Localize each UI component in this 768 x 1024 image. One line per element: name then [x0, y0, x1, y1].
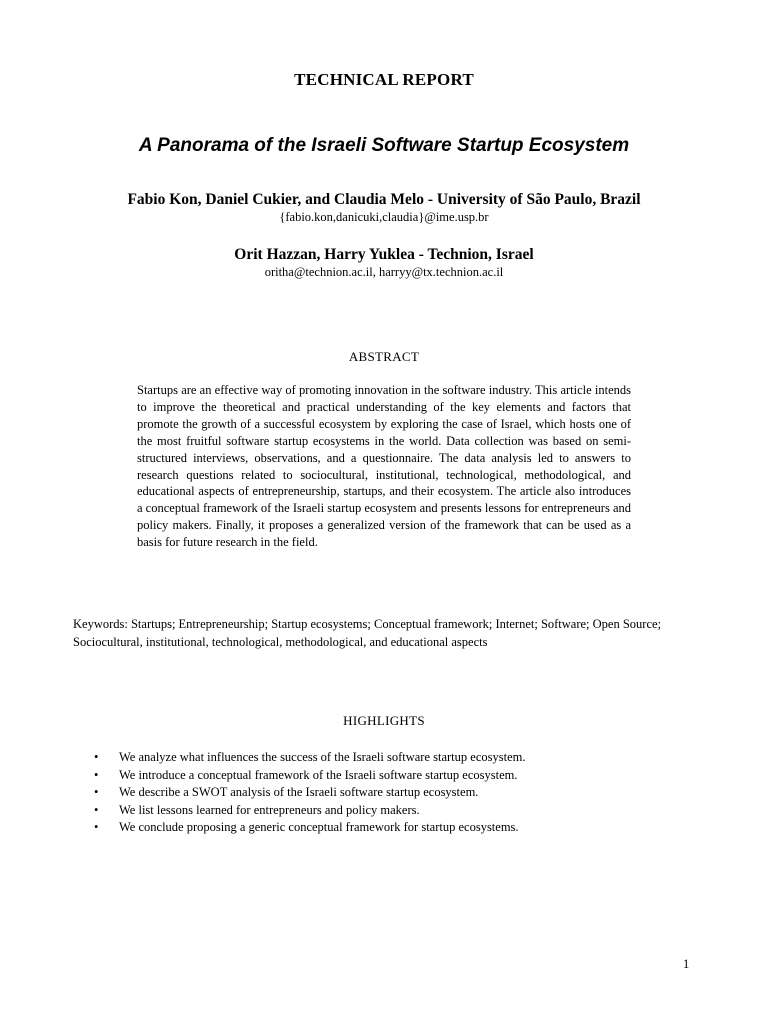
paper-title: A Panorama of the Israeli Software Startup Ecosystem	[138, 135, 630, 156]
list-item	[94, 767, 694, 785]
list-item	[94, 749, 694, 767]
bullet-icon: •	[94, 785, 99, 799]
author-emails-2: oritha@technion.ac.il, harryy@tx.technion.ac.il	[264, 265, 504, 279]
bullet-icon: •	[94, 802, 99, 817]
keywords: Keywords: Startups; Entrepreneurship; Startup ecosystems; Conceptual framework; Internet; Software; Open Source; Sociocultural, institutional, technological, methodological, and educational aspects	[73, 617, 662, 649]
bullet-icon: •	[94, 767, 99, 782]
highlight-text: We list lessons learned for entrepreneurs and policy makers.	[119, 802, 420, 817]
report-label: TECHNICAL REPORT	[294, 70, 474, 89]
highlight-text: We introduce a conceptual framework of the Israeli software startup ecosystem.	[119, 767, 518, 782]
author-emails-1: {fabio.kon,danicuki,claudia}@ime.usp.br	[279, 210, 489, 224]
list-item	[94, 784, 694, 802]
page-number: 1	[683, 957, 690, 971]
bullet-icon: •	[94, 750, 99, 764]
author-line-1: Fabio Kon, Daniel Cukier, and Claudia Melo - University of São Paulo, Brazil	[127, 191, 641, 208]
highlights-heading: HIGHLIGHTS	[343, 713, 425, 728]
highlight-text: We describe a SWOT analysis of the Israeli software startup ecosystem.	[119, 785, 479, 799]
highlights-list	[94, 749, 694, 837]
list-item	[94, 819, 694, 837]
author-line-2: Orit Hazzan, Harry Yuklea - Technion, Israel	[234, 246, 534, 263]
highlight-text: We analyze what influences the success of the Israeli software startup ecosystem.	[119, 750, 526, 764]
list-item	[94, 802, 694, 820]
highlight-text: We conclude proposing a generic conceptual framework for startup ecosystems.	[119, 820, 519, 834]
abstract-body: Startups are an effective way of promoting innovation in the software industry. This article intends to improve the theoretical and practical understanding of the key elements and factors that promote the growth of a successful ecosystem by exploring the case of Israel, which hosts one of the most fruitful software startup ecosystems in the world. Data collection was based on semi-structured interviews, observations, and a questionnaire. The data analysis led to answers to research questions related to sociocultural, institutional, technological, methodological, and educational aspects of entrepreneurship, startups, and their ecosystem. The article also introduces a conceptual framework of the Israeli startup ecosystem and presents lessons for entrepreneurs and policy makers. Finally, it proposes a generalized version of the framework that can be used as a basis for future research in the field.	[137, 383, 631, 550]
abstract-heading: ABSTRACT	[348, 349, 420, 364]
bullet-icon: •	[94, 820, 99, 834]
